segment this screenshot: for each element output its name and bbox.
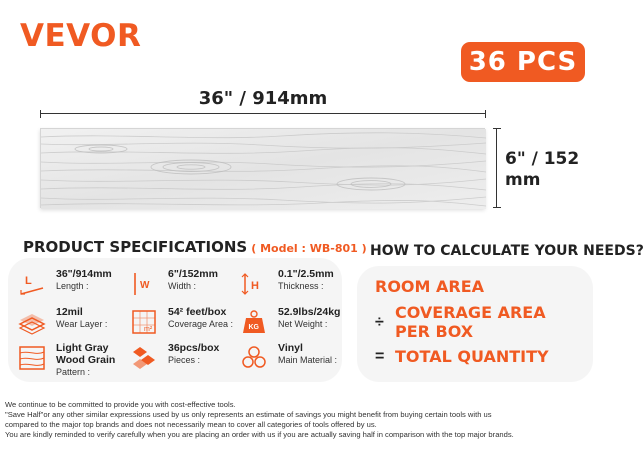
svg-text:W: W	[140, 280, 150, 291]
coverage-area-icon	[130, 308, 158, 336]
width-icon	[130, 270, 158, 298]
weight-icon	[240, 308, 268, 336]
disclaimer: We continue to be committed to provide you with cost-effective tools. "Save Half"or any other similar expressions used by us only represents an estimate of savings you might benefit from buying certain tools with us compared to the major top brands and does not necessarily mean to cover all categories of tools offered by us. You are kindly reminded to verify carefully when you are placing an order with us if you are actually saving half in comparison with the top major brands.	[5, 400, 514, 439]
calculator-panel	[357, 266, 593, 382]
specifications-title: PRODUCT SPECIFICATIONS ( Model : WB-801 )	[23, 238, 367, 256]
per-box-text: PER BOX	[395, 322, 474, 341]
width-dimension-line	[496, 128, 497, 208]
equals-sign: =	[375, 348, 385, 365]
wear-layer-icon	[18, 308, 46, 336]
room-area-text: ROOM AREA	[375, 277, 485, 296]
width-dimension-label: 6" / 152 mm	[505, 149, 580, 190]
length-dimension-line	[40, 113, 486, 114]
brand-logo: VEVOR	[20, 18, 142, 54]
model-number: ( Model : WB-801 )	[251, 242, 367, 255]
svg-text:KG: KG	[248, 324, 259, 331]
svg-text:L: L	[25, 275, 32, 287]
total-quantity-text: TOTAL QUANTITY	[395, 347, 549, 366]
wood-grain-icon	[18, 344, 46, 372]
wood-texture	[41, 129, 486, 209]
svg-text:H: H	[251, 280, 259, 292]
coverage-area-text: COVERAGE AREA	[395, 303, 546, 322]
thickness-icon	[240, 270, 268, 298]
divide-sign: ÷	[375, 314, 384, 331]
quantity-badge: 36 PCS	[461, 42, 585, 82]
pieces-icon	[130, 344, 158, 372]
material-icon	[240, 344, 268, 372]
specifications-panel: L 36"/914mm Length : W 6"/152mm Width : H 0.1"/2.5mm Thickness : 12mil Wear Layer : m² 54² feet/box Coverage Area : KG 52.9lbs/24kg Net Weight : Light Gray Wood Grain Pattern : 36pcs/box Pieces : Vinyl Main Material :	[8, 258, 342, 382]
length-icon	[18, 270, 46, 298]
svg-text:m²: m²	[144, 326, 153, 333]
length-dimension-label: 36" / 914mm	[198, 88, 328, 109]
calculator-title: HOW TO CALCULATE YOUR NEEDS?	[370, 243, 644, 259]
plank-image	[40, 128, 485, 208]
